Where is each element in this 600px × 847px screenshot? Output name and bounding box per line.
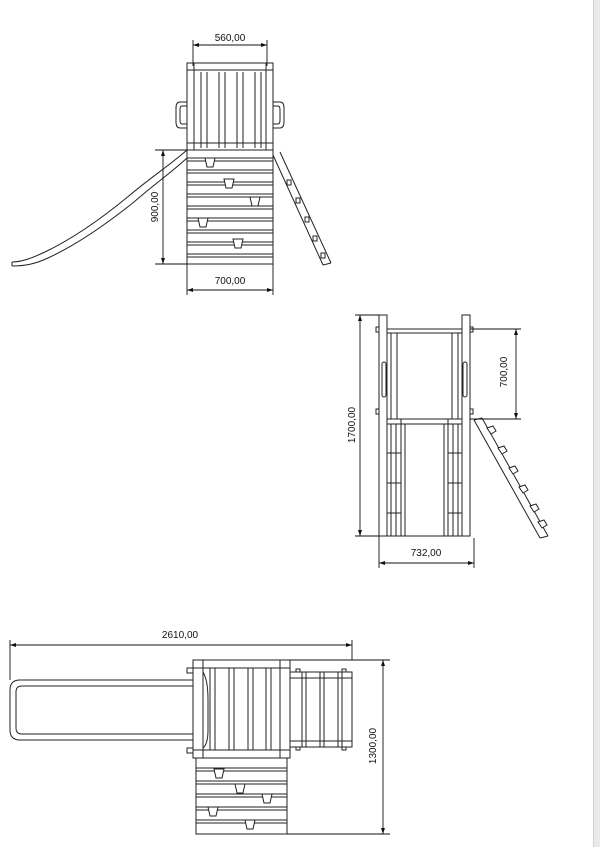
dim-label: 560,00 — [214, 33, 246, 44]
slide — [10, 680, 193, 740]
front-view — [12, 33, 331, 295]
slide-front — [401, 419, 448, 536]
climbing-hold — [208, 807, 218, 816]
dim-width-top — [193, 33, 267, 66]
dim-height-total — [347, 315, 379, 536]
climbing-hold — [245, 820, 255, 829]
ladder — [474, 418, 548, 538]
climbing-hold — [250, 197, 260, 206]
climbing-hold — [235, 784, 245, 793]
dim-label: 1700,00 — [347, 406, 358, 444]
climbing-hold — [224, 179, 234, 188]
top-view — [10, 630, 390, 834]
climbing-hold — [198, 218, 208, 227]
dim-height-upper — [470, 329, 521, 419]
dim-label: 900,00 — [150, 191, 161, 223]
dim-width-bottom — [187, 264, 273, 295]
handle-left — [382, 362, 386, 397]
dim-label: 732,00 — [410, 548, 442, 559]
climbing-hold — [233, 239, 243, 248]
climbing-wall — [187, 150, 273, 264]
dim-width — [379, 536, 474, 568]
dim-label: 700,00 — [499, 356, 510, 388]
dim-height — [150, 150, 187, 264]
handle-right — [463, 362, 467, 397]
dim-label: 1300,00 — [368, 727, 379, 765]
ladder — [290, 669, 352, 750]
climbing-hold — [214, 769, 224, 778]
climbing-hold — [205, 158, 215, 167]
side-view — [347, 315, 548, 568]
dim-label: 2610,00 — [161, 630, 199, 641]
climbing-hold — [262, 794, 272, 803]
ladder — [273, 152, 331, 265]
dim-label: 700,00 — [214, 276, 246, 287]
